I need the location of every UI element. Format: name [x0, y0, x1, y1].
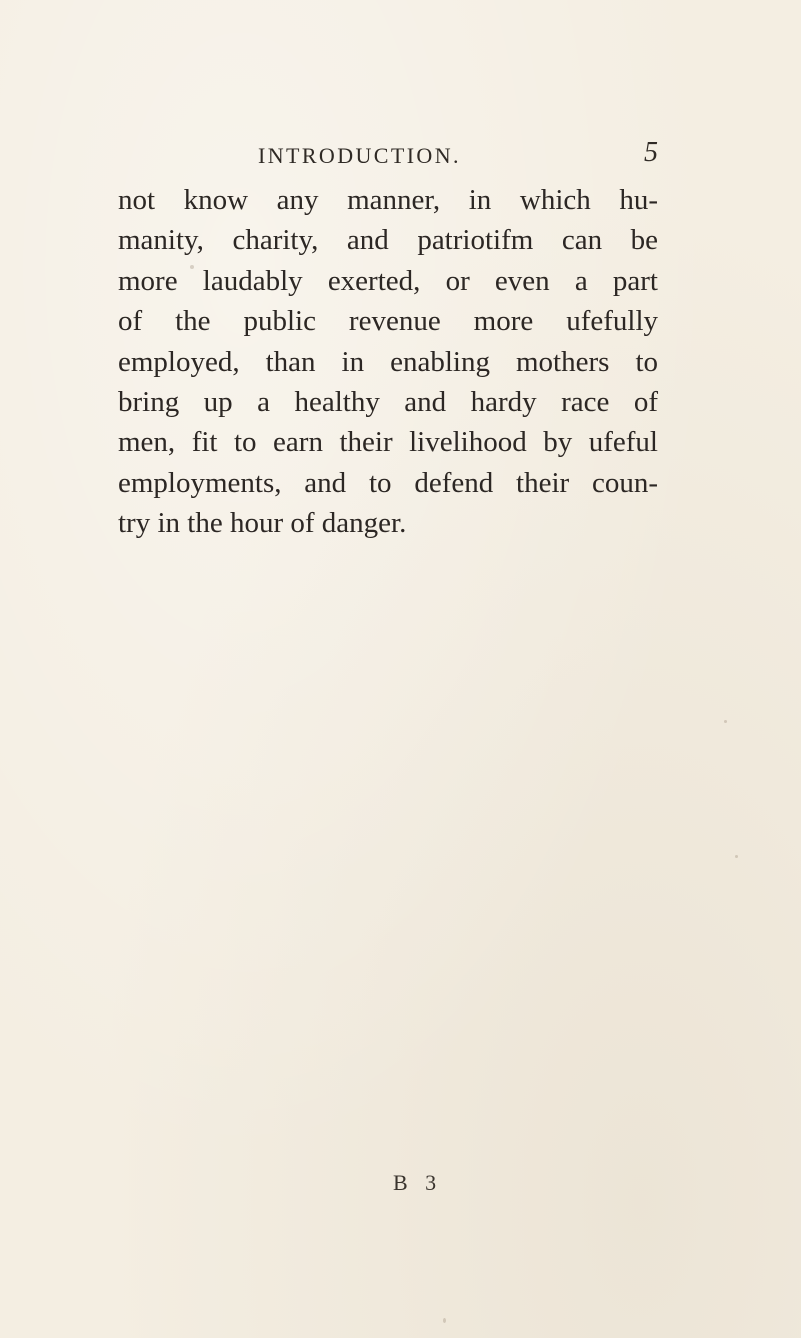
paper-speck [443, 1318, 446, 1323]
text-line: employed, than in enabling mothers to [118, 345, 658, 378]
text-line: bring up a healthy and hardy race of [118, 385, 658, 418]
paper-speck [190, 265, 194, 269]
running-head: INTRODUCTION. [258, 143, 461, 168]
signature-mark: B 3 [393, 1170, 443, 1195]
text-line: employments, and to defend their coun- [118, 466, 658, 499]
body-text [118, 180, 658, 544]
text-line: of the public revenue more ufefully [118, 305, 658, 338]
page-header [258, 137, 658, 177]
text-line: try in the hour of danger. [118, 507, 407, 540]
text-line: manity, charity, and patriotifm can be [118, 224, 658, 257]
paper-speck [724, 720, 727, 723]
page-number: 5 [644, 137, 658, 168]
text-line: men, fit to earn their livelihood by ufeful [118, 426, 658, 459]
paper-speck [735, 855, 738, 858]
text-line: more laudably exerted, or even a part [118, 264, 658, 297]
text-line: not know any manner, in which hu- [118, 184, 658, 216]
